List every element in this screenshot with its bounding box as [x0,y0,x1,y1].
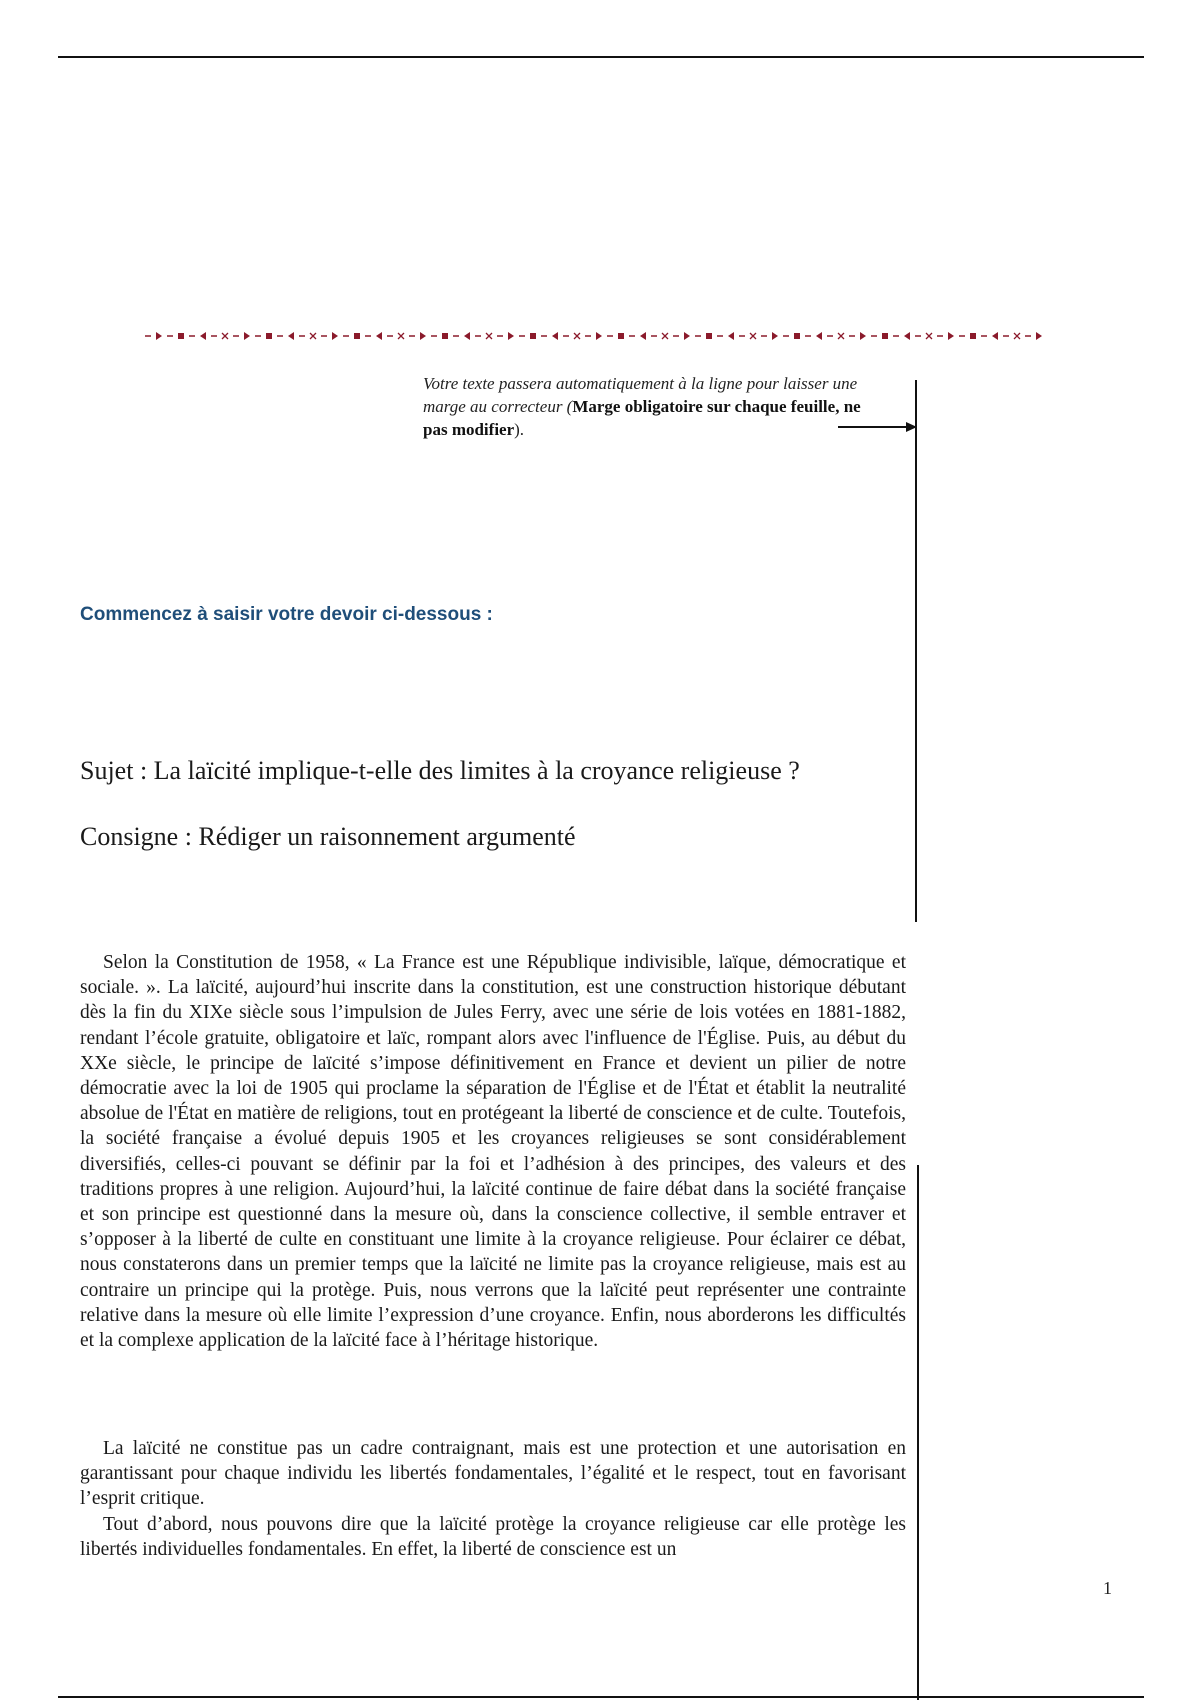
decorative-border [145,330,1045,342]
border-ornament [508,332,514,340]
border-ornament [398,333,404,339]
border-ornament [882,333,888,339]
page-number: 1 [1103,1578,1112,1598]
border-ornament [266,333,272,339]
bottom-rule [58,1696,1144,1698]
essay-subject: Sujet : La laïcité implique-t-elle des limites à la croyance religieuse ? [80,756,800,785]
border-ornament [970,333,976,339]
border-ornament [354,333,360,339]
border-ornament [684,332,690,340]
border-ornament [860,332,866,340]
border-ornament [486,333,492,339]
margin-note-end: ). [514,420,525,439]
border-ornament [706,333,712,339]
margin-arrow-icon [838,420,918,434]
border-ornament [244,332,250,340]
border-ornament [640,332,646,340]
border-ornament [596,332,602,340]
border-ornament [156,332,162,340]
border-ornament [376,332,382,340]
border-ornament [926,333,932,339]
border-ornament [288,332,294,340]
margin-note [423,372,888,441]
border-ornament [310,333,316,339]
border-ornament [794,333,800,339]
border-ornament [442,333,448,339]
border-ornament [992,332,998,340]
border-ornament [838,333,844,339]
border-ornament [618,333,624,339]
essay-instruction: Consigne : Rédiger un raisonnement argumenté [80,822,576,851]
essay-paragraph[interactable]: Tout d’abord, nous pouvons dire que la laïcité protège la croyance religieuse car elle protège les libertés individuelles fondamentales. En effet, la liberté de conscience est un [80,1514,906,1561]
border-ornament [662,333,668,339]
border-ornament [420,332,426,340]
border-ornament [772,332,778,340]
border-ornament [200,332,206,340]
border-ornament [464,332,470,340]
border-ornament [1036,332,1042,340]
border-ornament [948,332,954,340]
correction-margin-line [915,380,917,922]
margin-note-italic: Votre texte passera automatiquement à la ligne pour laisser une marge au correcteur ( [423,374,858,416]
correction-margin-line [917,1165,919,1700]
start-prompt: Commencez à saisir votre devoir ci-dessous : [80,604,493,625]
border-ornament [816,332,822,340]
border-ornament [1014,333,1020,339]
border-ornament [574,333,580,339]
border-ornament [222,333,228,339]
top-rule [58,56,1144,58]
border-ornament [530,333,536,339]
essay-paragraph-intro[interactable]: Selon la Constitution de 1958, « La France est une République indivisible, laïque, démocratique et sociale. ». La laïcité, aujourd’hui inscrite dans la constitution, est une construction historique débutant dès la fin du XIXe siècle sous l’impulsion de Jules Ferry, avec une série de lois votées en 1881-1882, rendant l’école gratuite, obligatoire et laïc, rompant alors avec l'influence de l'Église. Puis, au début du XXe siècle, le principe de laïcité s’impose définitivement en France et devient un pilier de notre démocratie avec la loi de 1905 qui proclame la séparation de l'Église et de l'État et établit la neutralité absolue de l'État en matière de religions, tout en protégeant la liberté de conscience et de culte. Toutefois, la société française a évolué depuis 1905 et les croyances religieuses se sont considérablement diversifiés, celles-ci pouvant se définir par la foi et l’adhésion à des principes, des valeurs et des traditions propres à une religion. Aujourd’hui, la laïcité continue de faire débat dans la société française et son principe est questionné dans la mesure où, dans la conscience collective, il semble entraver et s’opposer à la liberté de culte en constituant une limite à la croyance religieuse. Pour éclairer ce débat, nous constaterons dans un premier temps que la laïcité ne limite pas la croyance religieuse, mais est au contraire un principe qui la protège. Puis, nous verrons que la laïcité peut représenter une contrainte relative dans la mesure où elle limite l’expression d’une croyance. Enfin, nous aborderons les difficultés et la complexe application de la laïcité face à l’héritage historique. [80,952,906,1352]
border-ornament [178,333,184,339]
margin-note-bold: Marge obligatoire sur chaque feuille, ne pas modifier [423,397,861,439]
border-ornament [750,333,756,339]
essay-paragraph[interactable]: La laïcité ne constitue pas un cadre contraignant, mais est une protection et une autorisation en garantissant pour chaque individu les libertés fondamentales, l’égalité et le respect, tout en favorisant l’esprit critique. [80,1438,906,1510]
border-ornament [552,332,558,340]
border-ornament [728,332,734,340]
border-ornament [904,332,910,340]
border-ornament [332,332,338,340]
